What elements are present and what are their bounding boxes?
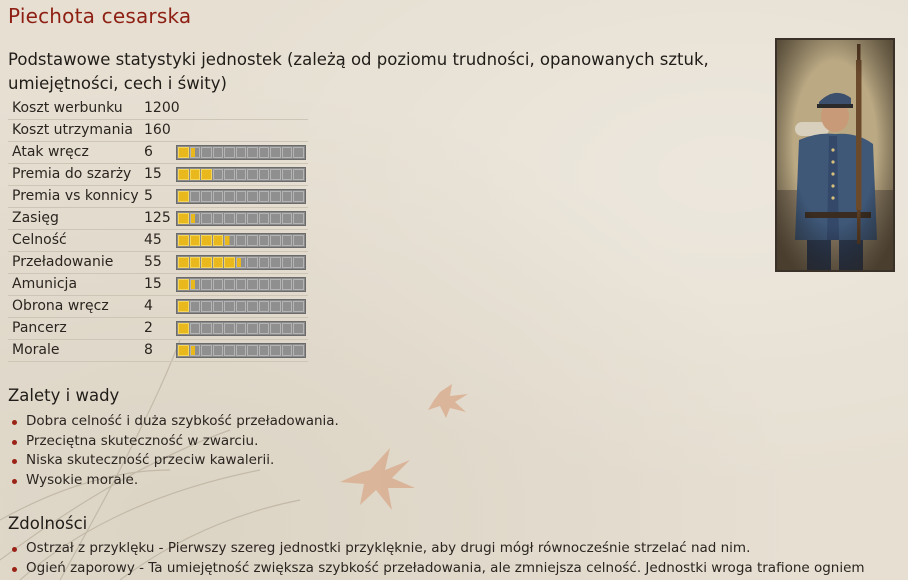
bar-segment bbox=[236, 257, 247, 268]
bar-segment bbox=[247, 235, 258, 246]
bar-segment bbox=[270, 257, 281, 268]
bar-segment bbox=[190, 213, 201, 224]
bar-segment bbox=[282, 169, 293, 180]
abilities-heading: Zdolności bbox=[8, 514, 88, 533]
stat-bar bbox=[176, 233, 306, 248]
bar-segment bbox=[270, 279, 281, 290]
stat-bar bbox=[176, 189, 306, 204]
bar-segment bbox=[236, 279, 247, 290]
bar-segment bbox=[213, 147, 224, 158]
bar-segment bbox=[178, 257, 189, 268]
bar-segment bbox=[259, 279, 270, 290]
bullet-icon bbox=[12, 547, 17, 552]
bar-segment bbox=[247, 323, 258, 334]
stat-bar bbox=[176, 343, 306, 358]
bar-segment bbox=[190, 235, 201, 246]
bar-segment bbox=[236, 235, 247, 246]
list-item-text: Niska skuteczność przeciw kawalerii. bbox=[26, 452, 275, 468]
bar-segment bbox=[213, 301, 224, 312]
stats-table bbox=[8, 98, 308, 362]
bar-segment bbox=[293, 191, 304, 202]
stat-row bbox=[8, 318, 308, 340]
bar-segment bbox=[282, 235, 293, 246]
bar-segment bbox=[201, 345, 212, 356]
list-item bbox=[10, 451, 339, 471]
bar-segment bbox=[293, 323, 304, 334]
unit-title: Piechota cesarska bbox=[8, 4, 192, 28]
stat-value: 4 bbox=[144, 298, 153, 314]
stats-heading: Podstawowe statystyki jednostek (zależą od poziomu trudności, opanowanych sztuk, umiejętności, cech i świty) bbox=[8, 50, 709, 93]
stat-value: 8 bbox=[144, 342, 153, 358]
bar-segment bbox=[293, 301, 304, 312]
bar-segment bbox=[178, 191, 189, 202]
bar-segment bbox=[236, 191, 247, 202]
stat-label: Koszt utrzymania bbox=[12, 122, 133, 138]
stat-row bbox=[8, 98, 308, 120]
bar-segment bbox=[236, 345, 247, 356]
bar-segment bbox=[178, 323, 189, 334]
bar-segment bbox=[270, 345, 281, 356]
bar-segment bbox=[201, 191, 212, 202]
stat-value: 125 bbox=[144, 210, 171, 226]
stat-bar bbox=[176, 277, 306, 292]
bar-segment bbox=[178, 301, 189, 312]
bar-segment bbox=[293, 169, 304, 180]
bar-segment bbox=[213, 345, 224, 356]
bar-segment bbox=[190, 345, 201, 356]
stat-value: 6 bbox=[144, 144, 153, 160]
stat-value: 45 bbox=[144, 232, 162, 248]
bar-segment bbox=[178, 345, 189, 356]
bar-segment bbox=[224, 345, 235, 356]
bar-segment bbox=[259, 169, 270, 180]
bar-segment bbox=[213, 169, 224, 180]
stat-value: 160 bbox=[144, 122, 171, 138]
bar-segment bbox=[236, 301, 247, 312]
bar-segment bbox=[282, 147, 293, 158]
stat-bar bbox=[176, 299, 306, 314]
bar-segment bbox=[259, 257, 270, 268]
stat-value: 5 bbox=[144, 188, 153, 204]
bar-segment bbox=[224, 191, 235, 202]
bar-segment bbox=[282, 323, 293, 334]
bar-segment bbox=[282, 301, 293, 312]
stat-value: 1200 bbox=[144, 100, 180, 116]
stat-bar bbox=[176, 321, 306, 336]
bar-segment bbox=[236, 213, 247, 224]
stat-row bbox=[8, 296, 308, 318]
bar-segment bbox=[293, 213, 304, 224]
stat-label: Celność bbox=[12, 232, 67, 248]
bar-segment bbox=[236, 323, 247, 334]
bar-segment bbox=[236, 169, 247, 180]
bar-segment bbox=[293, 257, 304, 268]
bullet-icon bbox=[12, 459, 17, 464]
pros-cons-list bbox=[10, 412, 339, 490]
bar-segment bbox=[282, 279, 293, 290]
bar-segment bbox=[247, 213, 258, 224]
bar-segment bbox=[178, 169, 189, 180]
bar-segment bbox=[247, 169, 258, 180]
stat-label: Morale bbox=[12, 342, 60, 358]
stat-row bbox=[8, 120, 308, 142]
stat-label: Koszt werbunku bbox=[12, 100, 123, 116]
pros-cons-heading: Zalety i wady bbox=[8, 386, 120, 405]
bar-segment bbox=[259, 345, 270, 356]
bar-segment bbox=[201, 147, 212, 158]
bar-segment bbox=[224, 169, 235, 180]
bar-segment bbox=[270, 213, 281, 224]
stat-row bbox=[8, 208, 308, 230]
list-item-text: Ostrzał z przyklęku - Pierwszy szereg jednostki przyklęknie, aby drugi mógł równocześnie strzelać nad nim. bbox=[26, 540, 751, 556]
stat-label: Zasięg bbox=[12, 210, 59, 226]
bar-segment bbox=[293, 345, 304, 356]
stat-label: Amunicja bbox=[12, 276, 78, 292]
stat-bar bbox=[176, 255, 306, 270]
bar-segment bbox=[224, 235, 235, 246]
bar-segment bbox=[270, 191, 281, 202]
bar-segment bbox=[259, 191, 270, 202]
stat-row bbox=[8, 164, 308, 186]
bar-segment bbox=[213, 213, 224, 224]
stat-label: Premia vs konnicy bbox=[12, 188, 139, 204]
bar-segment bbox=[259, 235, 270, 246]
bar-segment bbox=[190, 279, 201, 290]
bar-segment bbox=[213, 191, 224, 202]
bar-segment bbox=[270, 235, 281, 246]
stat-value: 15 bbox=[144, 166, 162, 182]
bar-segment bbox=[224, 279, 235, 290]
bar-segment bbox=[201, 213, 212, 224]
bullet-icon bbox=[12, 567, 17, 572]
bar-segment bbox=[201, 323, 212, 334]
bar-segment bbox=[224, 213, 235, 224]
bar-segment bbox=[201, 279, 212, 290]
bar-segment bbox=[259, 323, 270, 334]
stat-value: 55 bbox=[144, 254, 162, 270]
bar-segment bbox=[270, 323, 281, 334]
stat-row bbox=[8, 252, 308, 274]
bar-segment bbox=[224, 301, 235, 312]
bar-segment bbox=[270, 169, 281, 180]
list-item bbox=[10, 471, 339, 491]
bar-segment bbox=[293, 147, 304, 158]
bar-segment bbox=[282, 257, 293, 268]
stat-row bbox=[8, 186, 308, 208]
list-item-text: Wysokie morale. bbox=[26, 471, 139, 488]
stat-row bbox=[8, 142, 308, 164]
bar-segment bbox=[270, 147, 281, 158]
bar-segment bbox=[236, 147, 247, 158]
list-item-text: Przeciętna skuteczność w zwarciu. bbox=[26, 432, 259, 449]
bar-segment bbox=[190, 169, 201, 180]
bar-segment bbox=[247, 301, 258, 312]
unit-portrait bbox=[775, 38, 895, 272]
bar-segment bbox=[213, 257, 224, 268]
stat-bar bbox=[176, 167, 306, 182]
stat-row bbox=[8, 274, 308, 296]
bar-segment bbox=[178, 279, 189, 290]
bullet-icon bbox=[12, 479, 17, 484]
stat-label: Obrona wręcz bbox=[12, 298, 109, 314]
bar-segment bbox=[259, 301, 270, 312]
stat-bar bbox=[176, 211, 306, 226]
bar-segment bbox=[190, 323, 201, 334]
list-item-text: Dobra celność i duża szybkość przeładowania. bbox=[26, 413, 339, 429]
bar-segment bbox=[224, 257, 235, 268]
bar-segment bbox=[247, 257, 258, 268]
stat-label: Premia do szarży bbox=[12, 166, 132, 182]
bar-segment bbox=[178, 213, 189, 224]
list-item bbox=[10, 539, 865, 559]
bar-segment bbox=[201, 301, 212, 312]
bar-segment bbox=[201, 169, 212, 180]
bar-segment bbox=[293, 279, 304, 290]
bar-segment bbox=[190, 147, 201, 158]
bar-segment bbox=[259, 147, 270, 158]
bar-segment bbox=[224, 323, 235, 334]
bar-segment bbox=[259, 213, 270, 224]
bar-segment bbox=[201, 257, 212, 268]
abilities-list bbox=[10, 539, 865, 578]
bar-segment bbox=[190, 301, 201, 312]
bar-segment bbox=[270, 301, 281, 312]
bar-segment bbox=[293, 235, 304, 246]
stat-bar bbox=[176, 145, 306, 160]
stat-row bbox=[8, 230, 308, 252]
bar-segment bbox=[178, 235, 189, 246]
bar-segment bbox=[201, 235, 212, 246]
bar-segment bbox=[178, 147, 189, 158]
stat-label: Atak wręcz bbox=[12, 144, 89, 160]
bar-segment bbox=[213, 323, 224, 334]
bar-segment bbox=[213, 235, 224, 246]
list-item-text: Ogień zaporowy - Ta umiejętność zwiększa szybkość przeładowania, ale zmniejsza celność. Jednostki wroga trafione ogniem bbox=[26, 559, 865, 576]
list-item bbox=[10, 412, 339, 432]
list-item bbox=[10, 432, 339, 452]
bar-segment bbox=[247, 191, 258, 202]
bar-segment bbox=[224, 147, 235, 158]
stat-label: Przeładowanie bbox=[12, 254, 114, 270]
bullet-icon bbox=[12, 420, 17, 425]
list-item bbox=[10, 559, 865, 579]
bar-segment bbox=[282, 213, 293, 224]
bar-segment bbox=[247, 345, 258, 356]
bar-segment bbox=[282, 191, 293, 202]
bar-segment bbox=[190, 191, 201, 202]
bar-segment bbox=[247, 279, 258, 290]
bar-segment bbox=[213, 279, 224, 290]
bar-segment bbox=[282, 345, 293, 356]
bar-segment bbox=[247, 147, 258, 158]
soldier-portrait-image bbox=[777, 40, 893, 270]
bullet-icon bbox=[12, 440, 17, 445]
stat-value: 15 bbox=[144, 276, 162, 292]
stat-label: Pancerz bbox=[12, 320, 67, 336]
bar-segment bbox=[190, 257, 201, 268]
stat-row bbox=[8, 340, 308, 362]
stat-value: 2 bbox=[144, 320, 153, 336]
